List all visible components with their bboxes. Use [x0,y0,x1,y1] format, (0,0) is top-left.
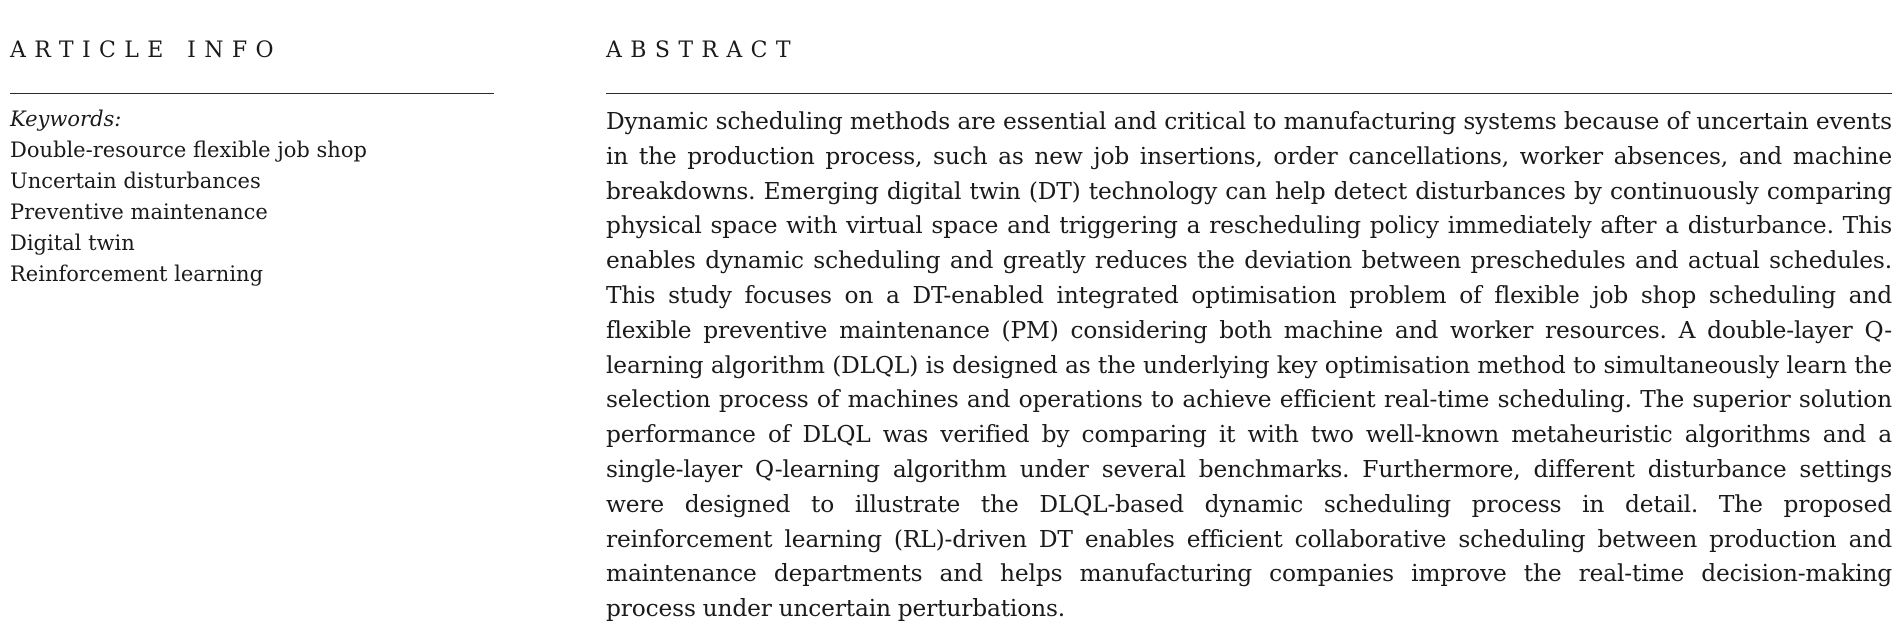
abstract-body: Dynamic scheduling methods are essential and critical to manufacturing systems because of uncertain events in the production process, such as new job insertions, order cancellations, worker absences, and machine breakdowns. Emerging digital twin (DT) technology can help detect disturbances by continuously comparing physical space with virtual space and triggering a rescheduling policy immediately after a disturbance. This enables dynamic scheduling and greatly reduces the deviation between preschedules and actual schedules. This study focuses on a DT-enabled integrated optimisation problem of flexible job shop scheduling and flexible preventive maintenance (PM) considering both machine and worker resources. A double-layer Q-learning algorithm (DLQL) is designed as the underlying key optimisation method to simultaneously learn the selection process of machines and operations to achieve efficient real-time scheduling. The superior solution performance of DLQL was verified by comparing it with two well-known metaheuristic algorithms and a single-layer Q-learning algorithm under several benchmarks. Furthermore, different disturbance settings were designed to illustrate the DLQL-based dynamic scheduling process in detail. The proposed reinforcement learning (RL)-driven DT enables efficient collaborative scheduling between production and maintenance departments and helps manufacturing companies improve the real-time decision-making process under uncertain perturbations. [606,108,1892,623]
keywords-label: Keywords: [10,107,122,131]
keywords-list [10,135,367,290]
keyword-item: Uncertain disturbances [10,169,261,193]
keyword-item: Reinforcement learning [10,262,264,286]
keyword-item: Preventive maintenance [10,200,268,224]
keywords-block [10,104,367,290]
article-info-heading: ARTICLE INFO [10,38,282,63]
abstract-heading: ABSTRACT [606,38,799,63]
keyword-item: Digital twin [10,231,135,255]
abstract-divider [606,93,1892,94]
keyword-item: Double-resource flexible job shop [10,138,367,162]
article-info-divider [10,93,494,94]
